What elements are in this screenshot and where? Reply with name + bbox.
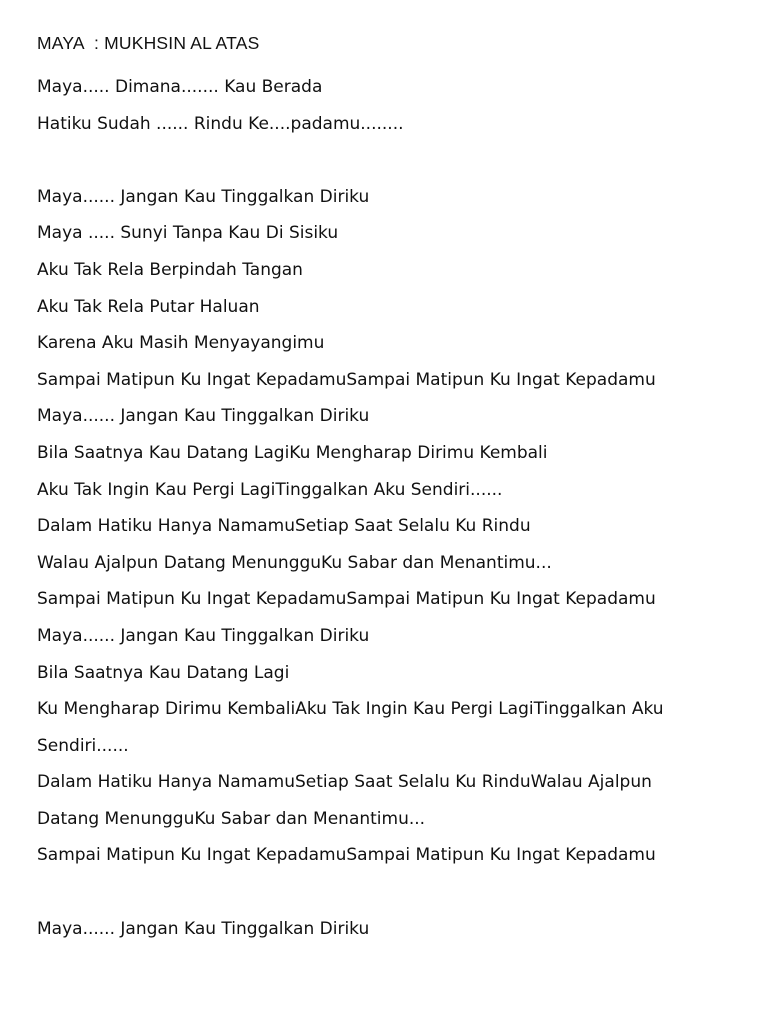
document-title: MAYA : MUKHSIN AL ATAS [37,33,260,53]
lyric-line: Bila Saatnya Kau Datang Lagi [37,662,290,683]
lyric-line: Maya...... Jangan Kau Tinggalkan Diriku [37,186,370,207]
lyric-line: Walau Ajalpun Datang MenungguKu Sabar dan Menantimu... [37,552,552,573]
lyric-line: Dalam Hatiku Hanya NamamuSetiap Saat Selalu Ku Rindu [37,516,531,537]
lyric-line: Maya...... Jangan Kau Tinggalkan Diriku [37,918,370,939]
lyric-line: Aku Tak Rela Putar Haluan [37,296,260,317]
lyric-line: Maya ..... Sunyi Tanpa Kau Di Sisiku [37,223,339,244]
lyric-line: Karena Aku Masih Menyayangimu [37,333,325,354]
lyric-line: Maya...... Jangan Kau Tinggalkan Diriku [37,406,370,427]
lyric-line: Aku Tak Ingin Kau Pergi LagiTinggalkan Aku Sendiri...... [37,479,503,500]
lyrics-body [37,69,757,947]
lyric-line: Sampai Matipun Ku Ingat KepadamuSampai Matipun Ku Ingat Kepadamu [37,589,656,610]
lyric-line: Ku Mengharap Dirimu KembaliAku Tak Ingin Kau Pergi LagiTinggalkan Aku [37,699,664,720]
lyric-line: Bila Saatnya Kau Datang LagiKu Mengharap Dirimu Kembali [37,442,548,463]
lyric-line: Datang MenungguKu Sabar dan Menantimu... [37,808,426,829]
lyric-line: Dalam Hatiku Hanya NamamuSetiap Saat Selalu Ku RinduWalau Ajalpun [37,772,652,793]
lyric-line: Aku Tak Rela Berpindah Tangan [37,259,303,280]
blank-line [37,142,757,179]
blank-line [37,874,757,911]
lyric-line: Sampai Matipun Ku Ingat KepadamuSampai Matipun Ku Ingat Kepadamu [37,845,656,866]
lyric-line: Hatiku Sudah ...... Rindu Ke....padamu........ [37,113,404,134]
lyric-line: Maya..... Dimana....... Kau Berada [37,77,323,97]
lyric-line: Maya...... Jangan Kau Tinggalkan Diriku [37,625,370,646]
lyric-line: Sendiri...... [37,735,129,756]
lyric-line: Sampai Matipun Ku Ingat KepadamuSampai Matipun Ku Ingat Kepadamu [37,369,656,390]
